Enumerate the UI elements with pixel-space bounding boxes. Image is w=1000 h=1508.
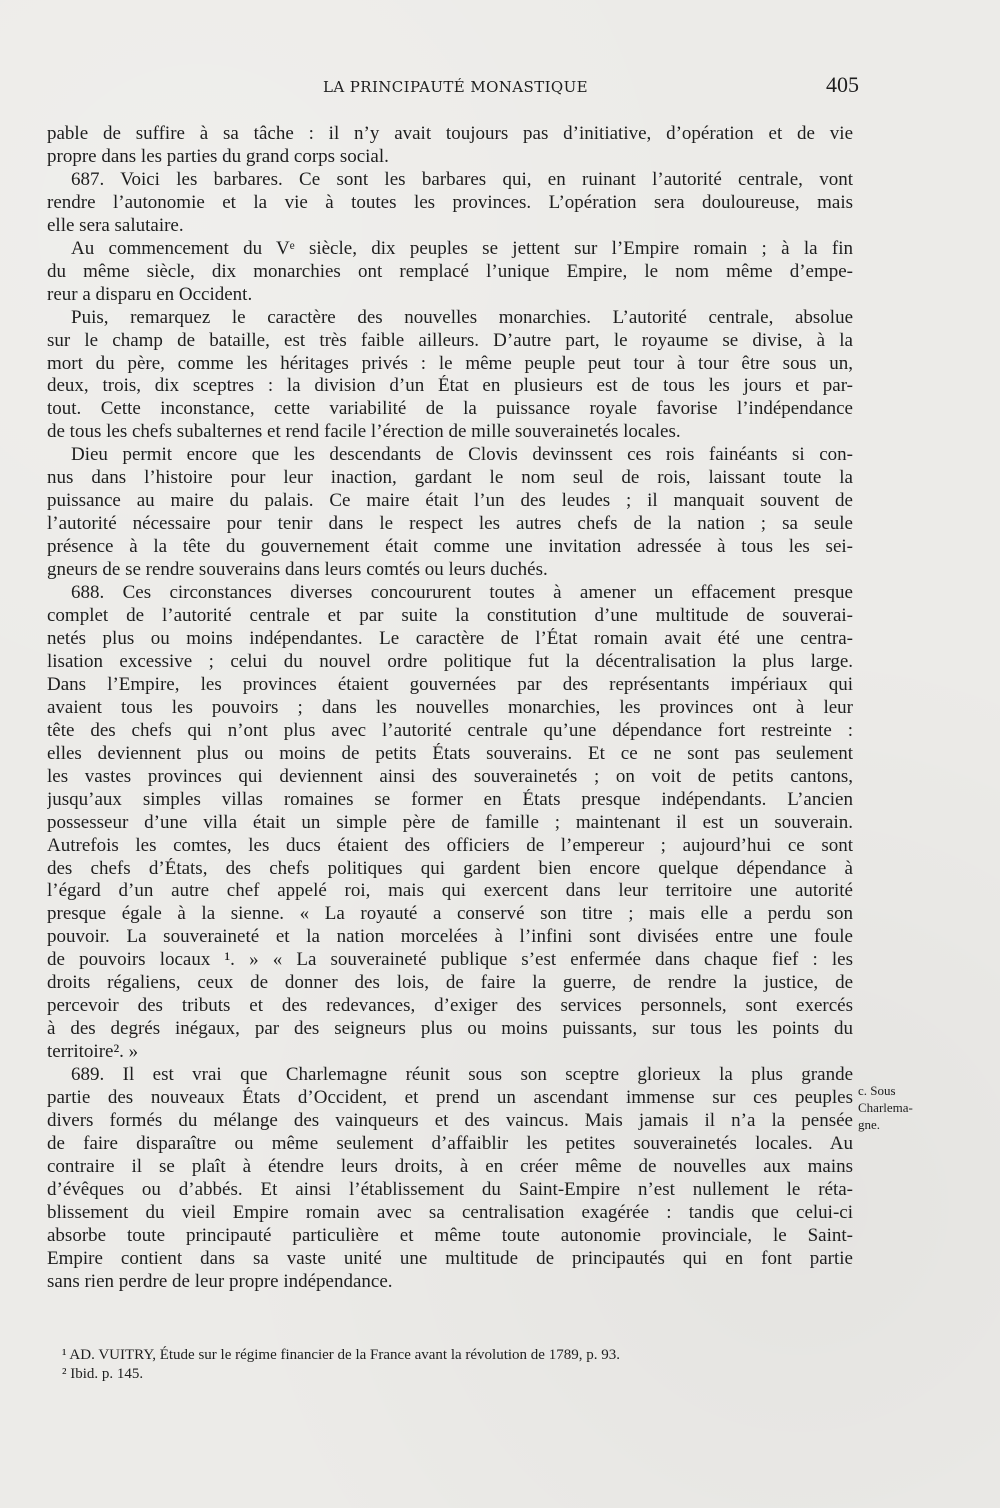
text-line: divers formés du mélange des vainqueurs et des vaincus. Mais jamais il n’a la pensée: [47, 1109, 853, 1131]
text-line: puissance au maire du palais. Ce maire était l’un des leudes ; il manquait souvent de: [47, 490, 853, 512]
text-line: mort du père, comme les héritages privés : le même peuple peut tour à tour être sous un,: [47, 352, 853, 374]
text-line: à des degrés inégaux, par des seigneurs plus ou moins puissants, sur tous les points du: [47, 1018, 853, 1040]
text-line: reur a disparu en Occident.: [47, 283, 253, 305]
text-line: deux, trois, dix sceptres : la division d’un État en plusieurs est de tous les jours et par-: [47, 375, 853, 397]
text-line: Dieu permit encore que les descendants de Clovis devinssent ces rois fainéants si con-: [71, 444, 853, 466]
text-line: présence à la tête du gouvernement était comme une invitation adressée à tous les sei-: [47, 536, 853, 558]
text-line: tout. Cette inconstance, cette variabilité de la puissance royale favorise l’indépendance: [47, 398, 853, 420]
text-line: gneurs de se rendre souverains dans leurs comtés ou leurs duchés.: [47, 559, 548, 581]
text-line: pouvoir. La souveraineté et la nation morcelées à l’infini sont divisées entre une foule: [47, 926, 853, 948]
text-line: de tous les chefs subalternes et rend facile l’érection de mille souverainetés locales.: [47, 421, 681, 443]
text-line: netés plus ou moins indépendantes. Le caractère de l’État romain avait été une centra-: [47, 627, 853, 649]
text-line: 689. Il est vrai que Charlemagne réunit sous son sceptre glorieux la plus grande: [71, 1064, 853, 1086]
margin-note-line: Charlema-: [858, 1100, 913, 1115]
text-line: presque égale à la sienne. « La royauté a conservé son titre ; mais elle a perdu son: [47, 903, 853, 925]
text-line: Dans l’Empire, les provinces étaient gouvernées par des représentants impériaux qui: [47, 673, 853, 695]
text-line: jusqu’aux simples villas romaines se former en États presque indépendants. L’ancien: [47, 788, 853, 810]
text-line: des chefs d’États, des chefs politiques qui gardent bien encore quelque dépendance à: [47, 857, 853, 879]
text-line: partie des nouveaux États d’Occident, et prend un ascendant immense sur ces peuples: [47, 1087, 853, 1109]
footnote-2: ² Ibid. p. 145.: [62, 1366, 144, 1382]
text-line: tête des chefs qui n’ont plus avec l’autorité centrale qu’une dépendance fort restreinte :: [47, 719, 853, 741]
text-line: rendre l’autonomie et la vie à toutes les provinces. L’opération sera douloureuse, mais: [47, 191, 853, 213]
text-line: complet de l’autorité centrale et par suite la constitution d’une multitude de souverai-: [47, 605, 853, 627]
text-line: de faire disparaître ou même seulement d’affaiblir les petites souverainetés locales. Au: [47, 1132, 853, 1154]
text-line: nus dans l’histoire pour leur inaction, gardant le nom seul de rois, laissant toute la: [47, 467, 853, 489]
margin-note: [858, 1082, 953, 1133]
text-line: pable de suffire à sa tâche : il n’y avait toujours pas d’initiative, d’opération et de vie: [47, 123, 853, 144]
text-line: de pouvoirs locaux ¹. » « La souveraineté publique s’est enfermée dans chaque fief : les: [47, 949, 853, 971]
text-line: blissement du vieil Empire romain avec sa centralisation exagérée : tandis que celui-ci: [47, 1201, 853, 1223]
text-line: droits régaliens, ceux de donner des lois, de faire la guerre, de rendre la justice, de: [47, 972, 853, 994]
text-line: sur le champ de bataille, est très faible ailleurs. D’autre part, le royaume se divise, à la: [47, 329, 853, 351]
text-line: lisation excessive ; celui du nouvel ordre politique fut la décentralisation la plus large.: [47, 650, 853, 672]
text-line: les vastes provinces qui deviennent ainsi des souverainetés ; on voit de petits cantons,: [47, 765, 853, 787]
footnote-1: ¹ AD. VUITRY, Étude sur le régime financier de la France avant la révolution de 1789, p. 93.: [62, 1347, 620, 1363]
text-line: elle sera salutaire.: [47, 214, 184, 236]
footnotes: [62, 1346, 822, 1384]
text-line: territoire². »: [47, 1041, 139, 1063]
page-number: 405: [826, 72, 859, 97]
running-head: LA PRINCIPAUTÉ MONASTIQUE: [323, 78, 589, 96]
text-line: avaient tous les pouvoirs ; dans les nouvelles monarchies, les provinces ont à leur: [47, 696, 853, 718]
margin-note-line: gne.: [858, 1117, 881, 1132]
text-line: 687. Voici les barbares. Ce sont les barbares qui, en ruinant l’autorité centrale, vont: [71, 168, 853, 190]
text-line: 688. Ces circonstances diverses concoururent toutes à amener un effacement presque: [71, 582, 853, 604]
text-line: Puis, remarquez le caractère des nouvelles monarchies. L’autorité centrale, absolue: [71, 306, 853, 328]
text-line: sans rien perdre de leur propre indépendance.: [47, 1270, 393, 1292]
text-line: elles deviennent plus ou moins de petits États souverains. Et ce ne sont pas seulement: [47, 742, 853, 764]
text-line: d’évêques ou d’abbés. Et ainsi l’établissement du Saint-Empire n’est nullement le réta-: [47, 1178, 853, 1200]
text-line: percevoir des tributs et des redevances, d’exiger des services personnels, sont exercés: [47, 995, 853, 1017]
margin-note-line: c. Sous: [858, 1083, 896, 1098]
text-line: absorbe toute principauté particulière et même toute autonomie provinciale, le Saint-: [47, 1224, 853, 1246]
text-line: Empire contient dans sa vaste unité une multitude de principautés qui en font partie: [47, 1247, 853, 1269]
text-line: l’égard d’un autre chef appelé roi, mais qui exercent dans leur territoire une autorité: [47, 880, 853, 902]
text-line: Au commencement du Vᵉ siècle, dix peuples se jettent sur l’Empire romain ; à la fin: [71, 237, 853, 259]
text-line: du même siècle, dix monarchies ont remplacé l’unique Empire, le nom même d’empe-: [47, 260, 853, 282]
text-line: contraire il se plaît à étendre leurs droits, à en créer même de nouvelles aux mains: [47, 1155, 853, 1177]
text-line: possesseur d’une villa était un simple père de famille ; maintenant il est un souverain.: [47, 811, 853, 833]
text-line: Autrefois les comtes, les ducs étaient des officiers de l’empereur ; aujourd’hui ce sont: [47, 834, 853, 856]
main-text-block: [47, 123, 853, 1294]
text-line: l’autorité nécessaire pour tenir dans le respect les autres chefs de la nation ; sa seule: [47, 513, 853, 535]
text-line: propre dans les parties du grand corps social.: [47, 145, 389, 167]
